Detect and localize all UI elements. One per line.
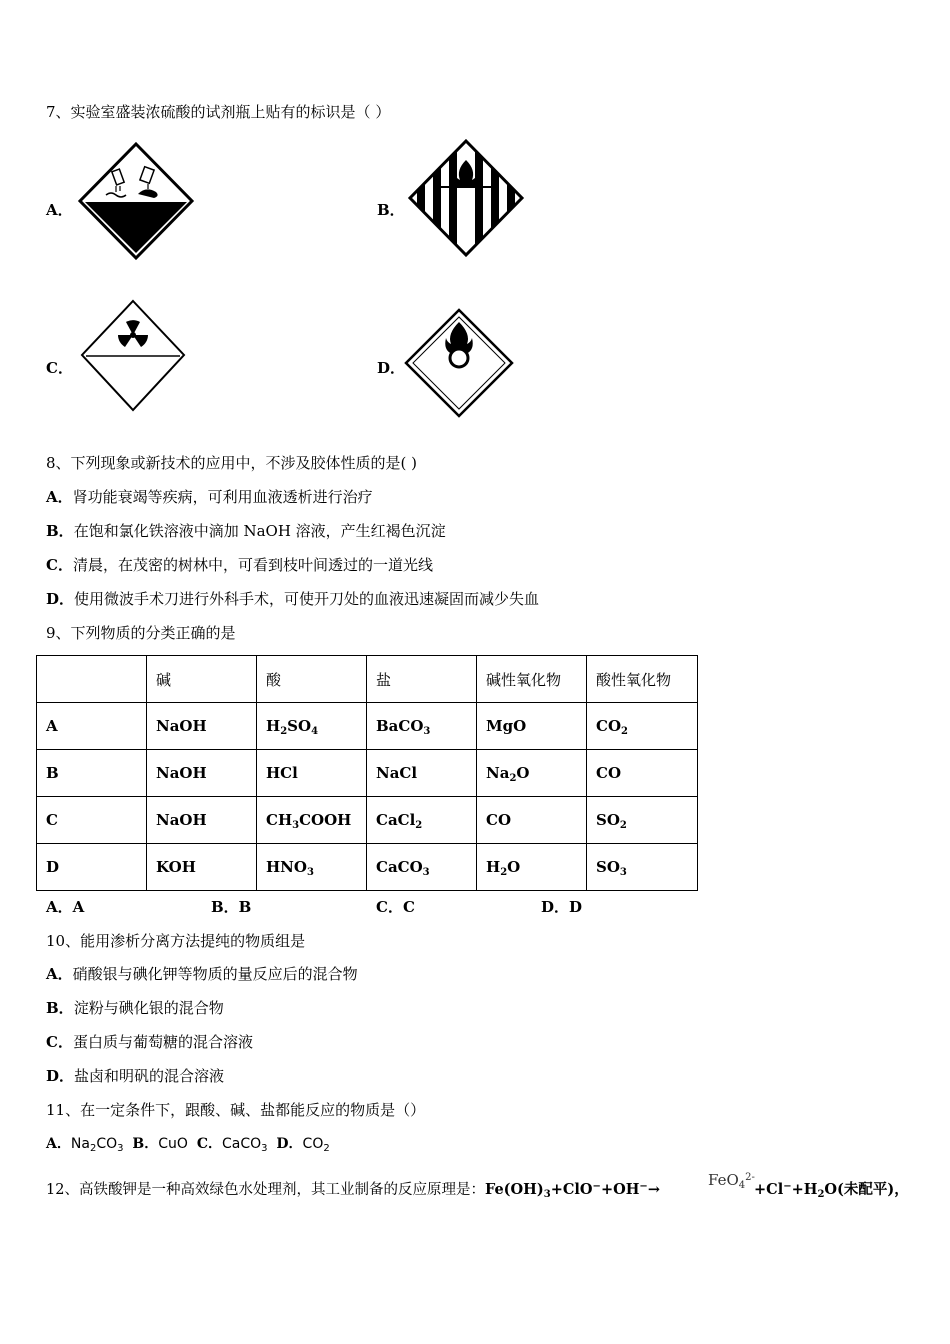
q8-option-a-text: 肾功能衰竭等疾病，可利用血液透析进行治疗 [72, 488, 373, 506]
q8-option-d-text: 使用微波手术刀进行外科手术，可使开刀处的血液迅速凝固而减少失血 [74, 590, 540, 608]
table-cell: $CH_3COOH$ [257, 797, 367, 844]
classification-table [36, 655, 698, 891]
flammable-solid-sign-icon [407, 138, 525, 258]
table-cell: HCl [257, 750, 367, 797]
q8-option-d[interactable] [46, 589, 539, 609]
table-header-cell [37, 656, 147, 703]
table-cell: KOH [147, 844, 257, 891]
q7-option-a-label[interactable]: A． [46, 201, 73, 219]
q11-option-c-text: CaCO$_3$ [221, 1136, 268, 1154]
q12-equation-left: $Fe(OH)_3+ClO^-+OH^-\to$ [484, 1181, 660, 1200]
q12-product: FeO$_4^{2-}$ [708, 1171, 755, 1191]
table-cell: A [37, 703, 147, 750]
q7-stem: 7、实验室盛装浓硫酸的试剂瓶上贴有的标识是（ ） [46, 103, 391, 121]
q12-line [46, 1180, 660, 1200]
q7-option-b-label[interactable]: B． [377, 201, 405, 219]
q10-option-b[interactable] [46, 998, 224, 1018]
table-cell: $SO_2$ [587, 797, 698, 844]
q8-option-c[interactable] [46, 555, 433, 575]
table-header-row [37, 656, 698, 703]
table-cell: $H_2O$ [477, 844, 587, 891]
q11-option-a-text: $Na_2CO_3$ [70, 1136, 124, 1154]
table-row [37, 797, 698, 844]
table-cell: BaCO$_3$ [367, 703, 477, 750]
q11-stem: 11、在一定条件下，跟酸、碱、盐都能反应的物质是（） [46, 1101, 426, 1119]
table-header-cell: 酸性氧化物 [587, 656, 698, 703]
table-cell: $CO_2$ [587, 703, 698, 750]
table-header-cell: 酸 [257, 656, 367, 703]
q9-answer-b[interactable]: B．B [211, 898, 252, 916]
table-header-cell: 盐 [367, 656, 477, 703]
q8-option-c-text: 清晨，在茂密的树林中，可看到枝叶间透过的一道光线 [72, 556, 433, 574]
q11-options [46, 1134, 330, 1154]
q8-option-d-label: D． [46, 590, 75, 608]
q12-stem: 12、高铁酸钾是一种高效绿色水处理剂，其工业制备的反应原理是： [46, 1182, 485, 1198]
table-cell: NaCl [367, 750, 477, 797]
q11-option-c-label[interactable]: C． [196, 1136, 222, 1152]
q12-equation-right: $+Cl^-+H_2O$(未配平)， [754, 1181, 909, 1200]
q11-option-b-label[interactable]: B． [132, 1136, 159, 1152]
table-cell: C [37, 797, 147, 844]
q10-option-c[interactable] [46, 1032, 253, 1052]
q10-option-d[interactable] [46, 1066, 224, 1086]
q9-answer-c[interactable]: C．C [376, 898, 415, 916]
q10-option-c-label: C． [46, 1033, 73, 1051]
table-cell: B [37, 750, 147, 797]
table-row [37, 750, 698, 797]
q9-answer-a[interactable]: A．A [46, 898, 85, 916]
q9-stem: 9、下列物质的分类正确的是 [46, 624, 236, 642]
q10-option-d-label: D． [46, 1067, 75, 1085]
q7-option-d-label[interactable]: D． [377, 359, 406, 377]
q8-option-b-text: 在饱和氯化铁溶液中滴加 NaOH 溶液，产生红褐色沉淀 [73, 522, 446, 540]
q10-option-a-text: 硝酸银与碘化钾等物质的量反应后的混合物 [72, 965, 358, 983]
q10-option-d-text: 盐卤和明矾的混合溶液 [74, 1067, 225, 1085]
q10-option-a[interactable] [46, 964, 358, 984]
radioactive-sign-icon [78, 298, 188, 414]
q11-option-d-label[interactable]: D． [276, 1136, 303, 1152]
q11-option-b-text: CuO [158, 1136, 188, 1152]
table-cell: CO [587, 750, 698, 797]
q8-option-a-label: A． [46, 488, 73, 506]
table-cell: NaOH [147, 703, 257, 750]
q9-answer-d[interactable]: D．D [541, 898, 583, 916]
table-cell: $Na_2O$ [477, 750, 587, 797]
q10-option-b-label: B． [46, 999, 74, 1017]
q8-stem: 8、下列现象或新技术的应用中，不涉及胶体性质的是( ) [46, 454, 418, 472]
table-cell: CaCl$_2$ [367, 797, 477, 844]
q11-option-a-label[interactable]: A． [46, 1136, 71, 1152]
table-header-cell: 碱 [147, 656, 257, 703]
corrosive-sign-icon [76, 140, 196, 262]
table-cell: MgO [477, 703, 587, 750]
table-cell: D [37, 844, 147, 891]
q8-option-b[interactable] [46, 521, 446, 541]
table-row [37, 703, 698, 750]
table-cell: $HNO_3$ [257, 844, 367, 891]
table-cell: $SO_3$ [587, 844, 698, 891]
q10-option-b-text: 淀粉与碘化银的混合物 [73, 999, 224, 1017]
oxidizer-sign-icon [403, 306, 515, 420]
table-cell: $H_2SO_4$ [257, 703, 367, 750]
q8-option-a[interactable] [46, 487, 373, 507]
table-cell: NaOH [147, 750, 257, 797]
q7-option-c-label[interactable]: C． [46, 359, 73, 377]
q11-option-d-text: $CO_2$ [302, 1136, 330, 1154]
table-cell: CO [477, 797, 587, 844]
q8-option-c-label: C． [46, 556, 73, 574]
table-row [37, 844, 698, 891]
q10-option-a-label: A． [46, 965, 73, 983]
table-cell: CaCO$_3$ [367, 844, 477, 891]
table-cell: NaOH [147, 797, 257, 844]
q10-stem: 10、能用渗析分离方法提纯的物质组是 [46, 932, 306, 950]
q10-option-c-text: 蛋白质与葡萄糖的混合溶液 [72, 1033, 253, 1051]
table-header-cell: 碱性氧化物 [477, 656, 587, 703]
q8-option-b-label: B． [46, 522, 74, 540]
